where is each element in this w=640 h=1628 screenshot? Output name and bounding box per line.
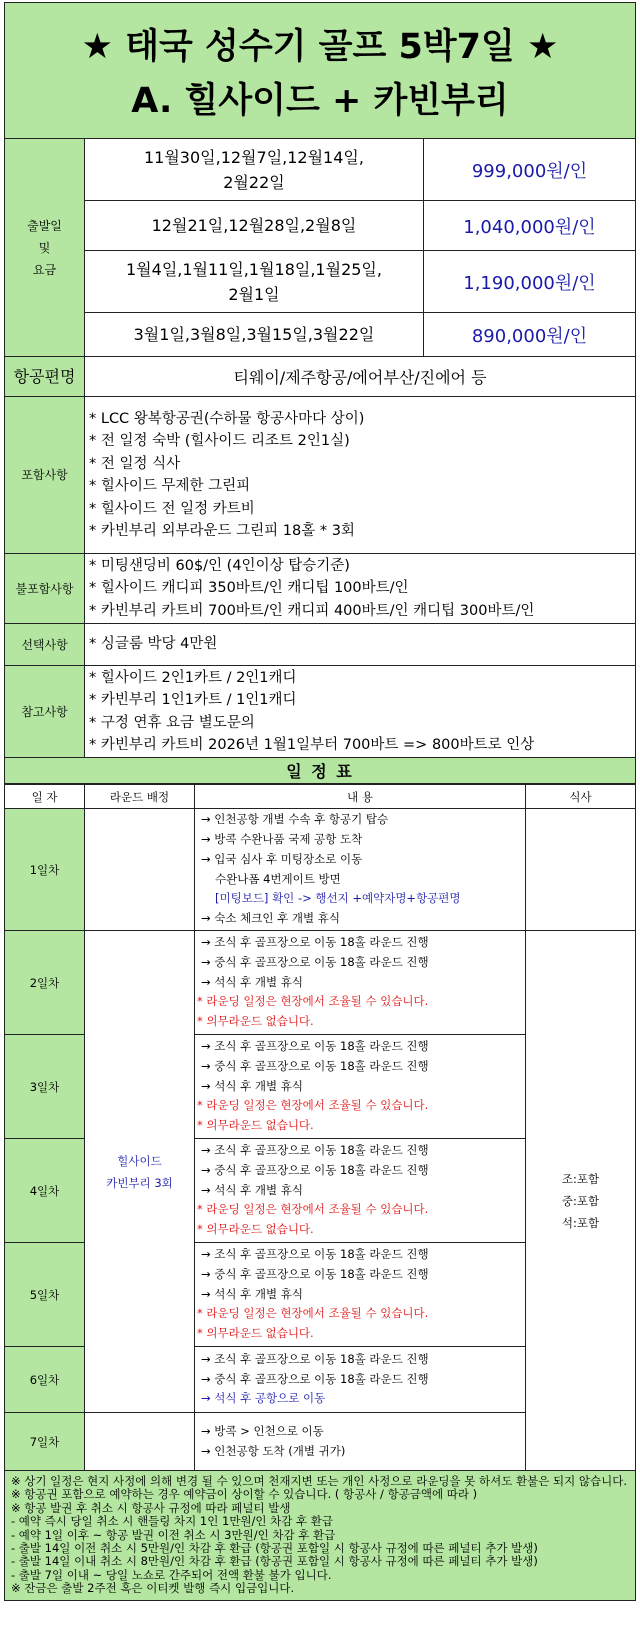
note-line: - 예약 1일 이후 ~ 항공 발권 이전 취소 시 3만원/인 차감 후 환급 [11,1527,336,1542]
excluded-list [85,554,636,624]
day-content [195,1243,526,1347]
schedule-line: → 방콕 수완나품 국제 공항 도착 [201,831,363,846]
departure-dates: 1월4일,1월11일,1월18일,1월25일, 2월1일 [85,251,424,313]
schedule-line: → 조식 후 골프장으로 이동 18홀 라운드 진행 [201,935,429,949]
airline-value: 티웨이/제주항공/에어부산/진에어 등 [85,357,636,397]
day-label: 4일차 [5,1139,85,1243]
schedule-line: → 조식 후 골프장으로 이동 18홀 라운드 진행 [201,1143,429,1157]
note-line: - 예약 즉시 당일 취소 시 핸들링 차지 1인 1만원/인 차감 후 환급 [11,1514,334,1529]
schedule-line: → 중식 후 골프장으로 이동 18홀 라운드 진행 [201,1162,429,1177]
included-label: 포함사항 [5,397,85,554]
schedule-line: * 라운딩 일정은 현장에서 조율될 수 있습니다. [197,994,429,1009]
col-meal: 식사 [526,785,636,809]
schedule-line: → 석식 후 개별 휴식 [201,1182,304,1197]
list-item: * 구정 연휴 요금 별도문의 [89,714,255,731]
schedule-line: → 인천공항 도착 (개별 귀가) [201,1443,346,1458]
day-content [195,1413,526,1471]
price-value: 1,190,000원/인 [423,251,635,313]
round-empty [85,809,195,931]
schedule-line: → 입국 심사 후 미팅장소로 이동 [201,851,363,866]
col-content: 내 용 [195,785,526,809]
day-label: 7일차 [5,1413,85,1471]
list-item: * 전 일정 식사 [89,455,181,472]
note-line: ※ 상기 일정은 현지 사정에 의해 변경 될 수 있으며 천재지변 또는 개인 사정으로 라운딩을 못 하셔도 환불은 되지 않습니다. [11,1474,627,1488]
included-list [85,397,636,554]
airline-label: 항공편명 [5,357,85,397]
list-item: * 힐사이드 전 일정 카트비 [89,500,255,517]
optional-list [85,624,636,666]
list-item: * 힐사이드 캐디피 350바트/인 캐디팁 100바트/인 [89,580,409,597]
departure-dates: 12월21일,12월28일,2월8일 [85,201,424,251]
price-value: 999,000원/인 [423,139,635,201]
day-content [195,1035,526,1139]
reference-label: 참고사항 [5,666,85,758]
schedule-line: [미팅보드] 확인 -> 행선지 +예약자명+항공편명 [215,891,461,906]
schedule-line: * 라운딩 일정은 현장에서 조율될 수 있습니다. [197,1098,429,1113]
departure-dates: 11월30일,12월7일,12월14일, 2월22일 [85,139,424,201]
meal-info: 조:포함 중:포함 석:포함 [526,931,636,1471]
schedule-line: → 조식 후 골프장으로 이동 18홀 라운드 진행 [201,1247,429,1261]
list-item: * 카빈부리 카트비 2026년 1월1일부터 700바트 => 800바트로 인상 [89,737,535,753]
round-assignment: 힐사이드 카빈부리 3회 [85,931,195,1413]
note-line: ※ 잔금은 출발 2주전 혹은 이티켓 발행 즉시 입금입니다. [11,1581,295,1596]
schedule-line: → 중식 후 골프장으로 이동 18홀 라운드 진행 [201,1266,429,1281]
schedule-table [4,784,636,1601]
schedule-line: → 인천공항 개별 수속 후 항공기 탑승 [201,812,389,827]
schedule-line: → 숙소 체크인 후 개별 휴식 [201,911,341,926]
schedule-line: → 석식 후 개별 휴식 [201,1286,304,1301]
flyer-title [5,3,636,139]
price-value: 890,000원/인 [423,313,635,357]
schedule-line: → 중식 후 골프장으로 이동 18홀 라운드 진행 [201,1371,429,1386]
schedule-line: * 의무라운드 없습니다. [197,1326,314,1341]
day-label: 2일차 [5,931,85,1035]
title-line-1: ★ 태국 성수기 골프 5박7일 ★ [81,26,559,67]
optional-label: 선택사항 [5,624,85,666]
schedule-line: → 석식 후 개별 휴식 [201,1078,304,1093]
list-item: * 미팅샌딩비 60$/인 (4인이상 탑승기준) [89,557,350,574]
list-item: * 카빈부리 카트비 700바트/인 캐디피 400바트/인 캐디팁 300바트/인 [89,602,535,619]
day-label: 3일차 [5,1035,85,1139]
excluded-label: 불포함사항 [5,554,85,624]
reference-list [85,666,636,758]
list-item: * 카빈부리 1인1카트 / 1인1캐디 [89,692,297,708]
day-content [195,1347,526,1413]
schedule-line: → 조식 후 골프장으로 이동 18홀 라운드 진행 [201,1351,429,1366]
col-round: 라운드 배정 [85,785,195,809]
schedule-title: 일 정 표 [5,758,636,784]
note-line: - 출발 14일 이전 취소 시 5만원/인 차감 후 환급 (항공권 포함일 시 항공사 규정에 따른 페널티 추가 발생) [11,1541,538,1556]
list-item: * LCC 왕복항공권(수하물 항공사마다 상이) [89,410,365,427]
note-line: ※ 항공권 포함으로 예약하는 경우 예약금이 상이할 수 있습니다. ( 항공사 / 항공금액에 따라 ) [11,1487,478,1502]
list-item: * 카빈부리 외부라운드 그린피 18홀 * 3회 [89,523,355,539]
schedule-line: * 의무라운드 없습니다. [197,1222,314,1237]
schedule-line: → 조식 후 골프장으로 이동 18홀 라운드 진행 [201,1039,429,1053]
title-line-2: A. 힐사이드 + 카빈부리 [131,80,509,121]
departure-dates: 3월1일,3월8일,3월15일,3월22일 [85,313,424,357]
schedule-line: * 라운딩 일정은 현장에서 조율될 수 있습니다. [197,1306,429,1321]
list-item: * 힐사이드 2인1카트 / 2인1캐디 [89,669,297,686]
list-item: * 힐사이드 무제한 그린피 [89,478,251,494]
day-content [195,1139,526,1243]
schedule-line: * 의무라운드 없습니다. [197,1014,314,1029]
tour-flyer [4,2,636,1601]
round-empty [85,1413,195,1471]
schedule-line: → 방콕 > 인천으로 이동 [201,1423,324,1438]
list-item: * 싱글룸 박당 4만원 [89,636,218,653]
day-label: 6일차 [5,1347,85,1413]
meal-empty [526,809,636,931]
schedule-line: → 중식 후 골프장으로 이동 18홀 라운드 진행 [201,1058,429,1073]
schedule-line: → 중식 후 골프장으로 이동 18홀 라운드 진행 [201,954,429,969]
day-content [195,931,526,1035]
note-line: - 출발 14일 이내 취소 시 8만원/인 차감 후 환급 (항공권 포함일 시 항공사 규정에 따른 페널티 추가 발생) [11,1554,538,1569]
schedule-line: * 라운딩 일정은 현장에서 조율될 수 있습니다. [197,1202,429,1217]
price-label: 출발일 및 요금 [5,139,85,357]
list-item: * 전 일정 숙박 (힐사이드 리조트 2인1실) [89,433,350,449]
col-day: 일 자 [5,785,85,809]
schedule-line: → 석식 후 공항으로 이동 [201,1391,326,1406]
schedule-line: 수완나폼 4번게이트 방면 [215,871,341,886]
schedule-line: * 의무라운드 없습니다. [197,1118,314,1133]
notes [5,1471,636,1601]
day-label: 1일차 [5,809,85,931]
price-value: 1,040,000원/인 [423,201,635,251]
day-label: 5일차 [5,1243,85,1347]
note-line: - 출발 7일 이내 ~ 당일 노쇼로 간주되어 전액 환불 불가 입니다. [11,1567,332,1582]
info-table [4,2,636,784]
note-line: ※ 항공 발권 후 취소 시 항공사 규정에 따라 페널티 발생 [11,1500,291,1515]
day-content [195,809,526,931]
schedule-line: → 석식 후 개별 휴식 [201,974,304,989]
